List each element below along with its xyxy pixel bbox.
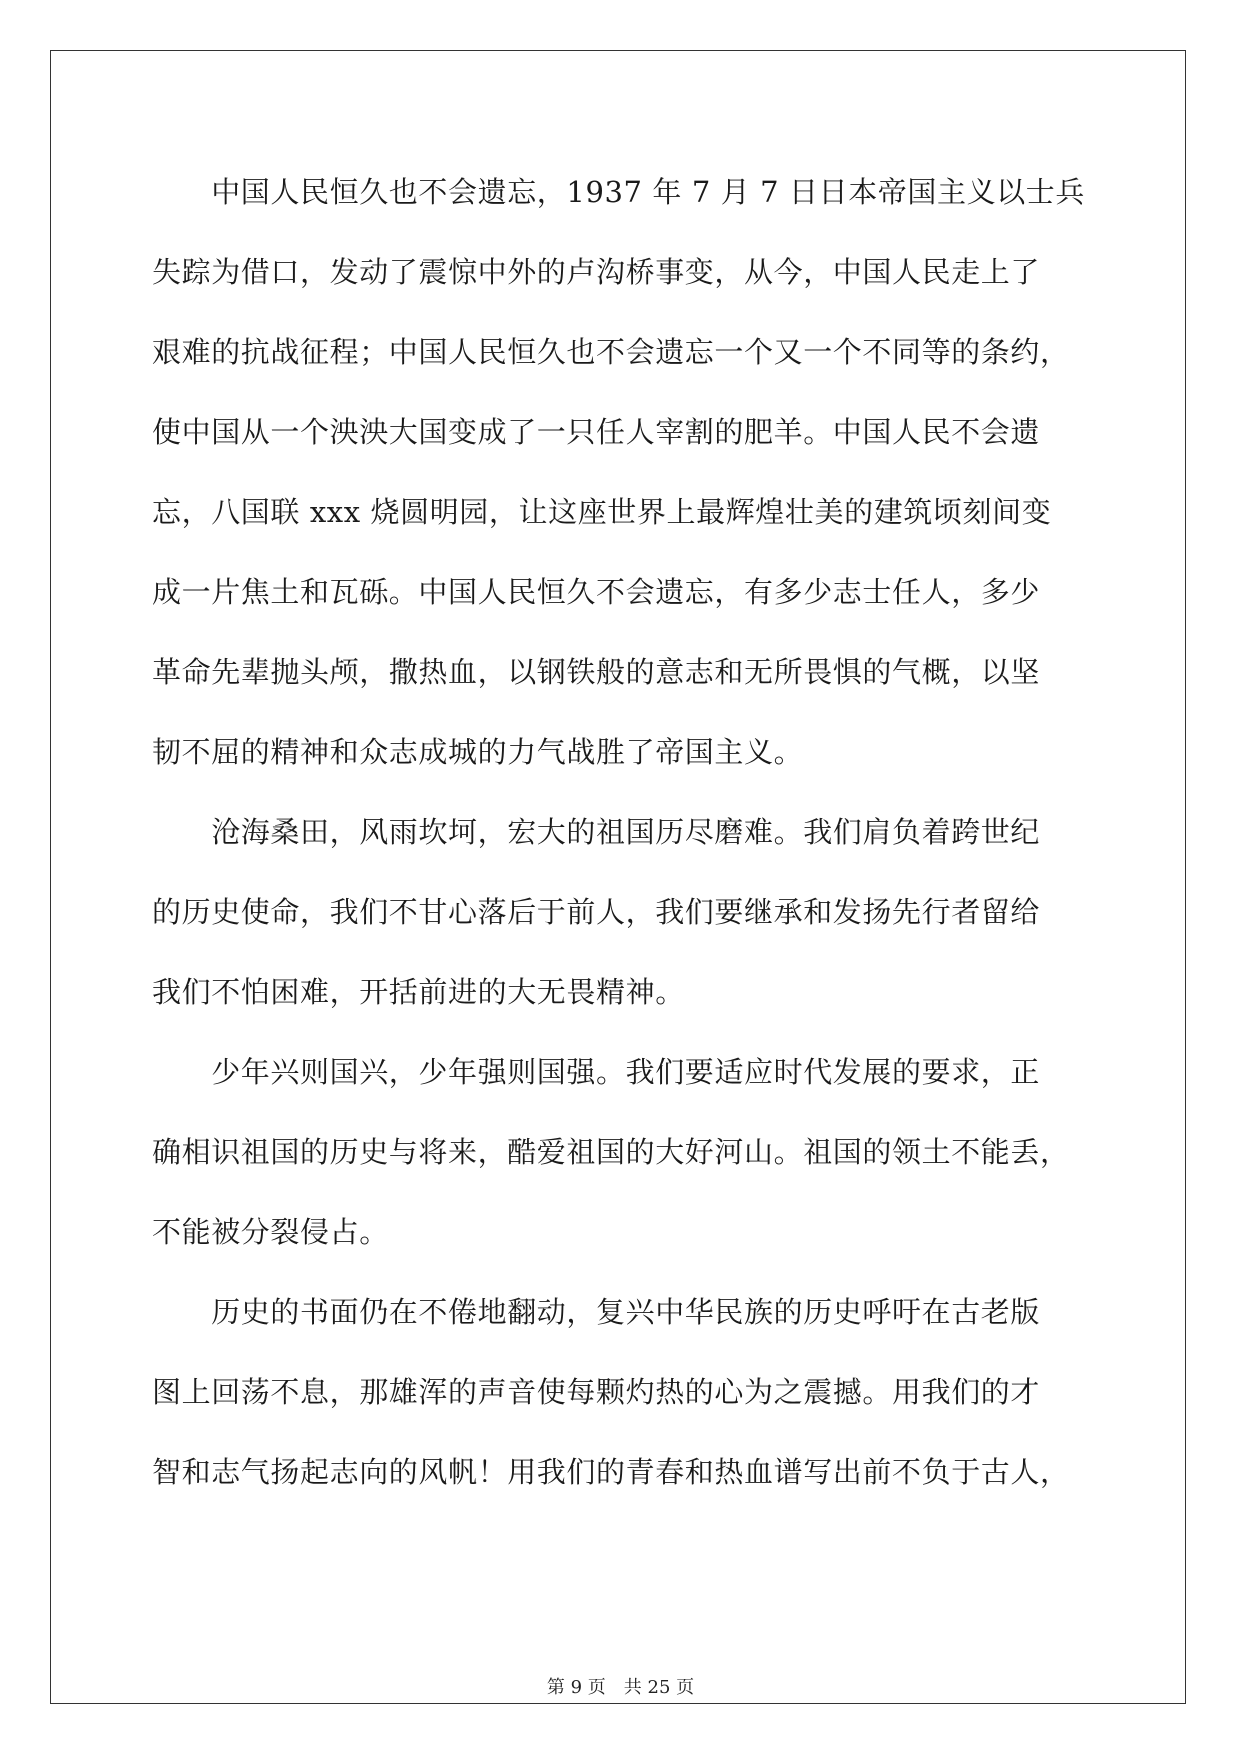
text-line: 忘，八国联 xxx 烧圆明园，让这座世界上最辉煌壮美的建筑顷刻间变	[152, 495, 1052, 529]
text-line: 韧不屈的精神和众志成城的力气战胜了帝国主义。	[152, 735, 804, 769]
text-line: 的历史使命，我们不甘心落后于前人，我们要继承和发扬先行者留给	[152, 895, 1041, 929]
text-line: 智和志气扬起志向的风帆！用我们的青春和热血谱写出前不负于古人，	[152, 1455, 1070, 1489]
text-line: 失踪为借口，发动了震惊中外的卢沟桥事变，从今，中国人民走上了	[152, 255, 1041, 289]
text-line: 历史的书面仍在不倦地翻动，复兴中华民族的历史呼吁在古老版	[152, 1295, 1041, 1329]
page-number-label: 第 9 页 共 25 页	[546, 1677, 695, 1698]
text-line: 少年兴则国兴，少年强则国强。我们要适应时代发展的要求，正	[152, 1055, 1041, 1089]
text-line: 中国人民恒久也不会遗忘，1937 年 7 月 7 日日本帝国主义以士兵	[152, 175, 1085, 209]
text-line: 成一片焦土和瓦砾。中国人民恒久不会遗忘，有多少志士任人，多少	[152, 575, 1041, 609]
text-line: 不能被分裂侵占。	[152, 1215, 389, 1249]
text-line: 我们不怕困难，开括前进的大无畏精神。	[152, 975, 685, 1009]
text-line: 沧海桑田，风雨坎坷，宏大的祖国历尽磨难。我们肩负着跨世纪	[152, 815, 1041, 849]
text-line: 图上回荡不息，那雄浑的声音使每颗灼热的心为之震撼。用我们的才	[152, 1375, 1041, 1409]
text-line: 革命先辈抛头颅，撒热血，以钢铁般的意志和无所畏惧的气概，以坚	[152, 655, 1041, 689]
text-line: 确相识祖国的历史与将来，酷爱祖国的大好河山。祖国的领土不能丢，	[152, 1135, 1070, 1169]
page-footer	[0, 1676, 1241, 1700]
text-line: 使中国从一个泱泱大国变成了一只任人宰割的肥羊。中国人民不会遗	[152, 415, 1041, 449]
text-line: 艰难的抗战征程；中国人民恒久也不会遗忘一个又一个不同等的条约，	[152, 335, 1070, 369]
